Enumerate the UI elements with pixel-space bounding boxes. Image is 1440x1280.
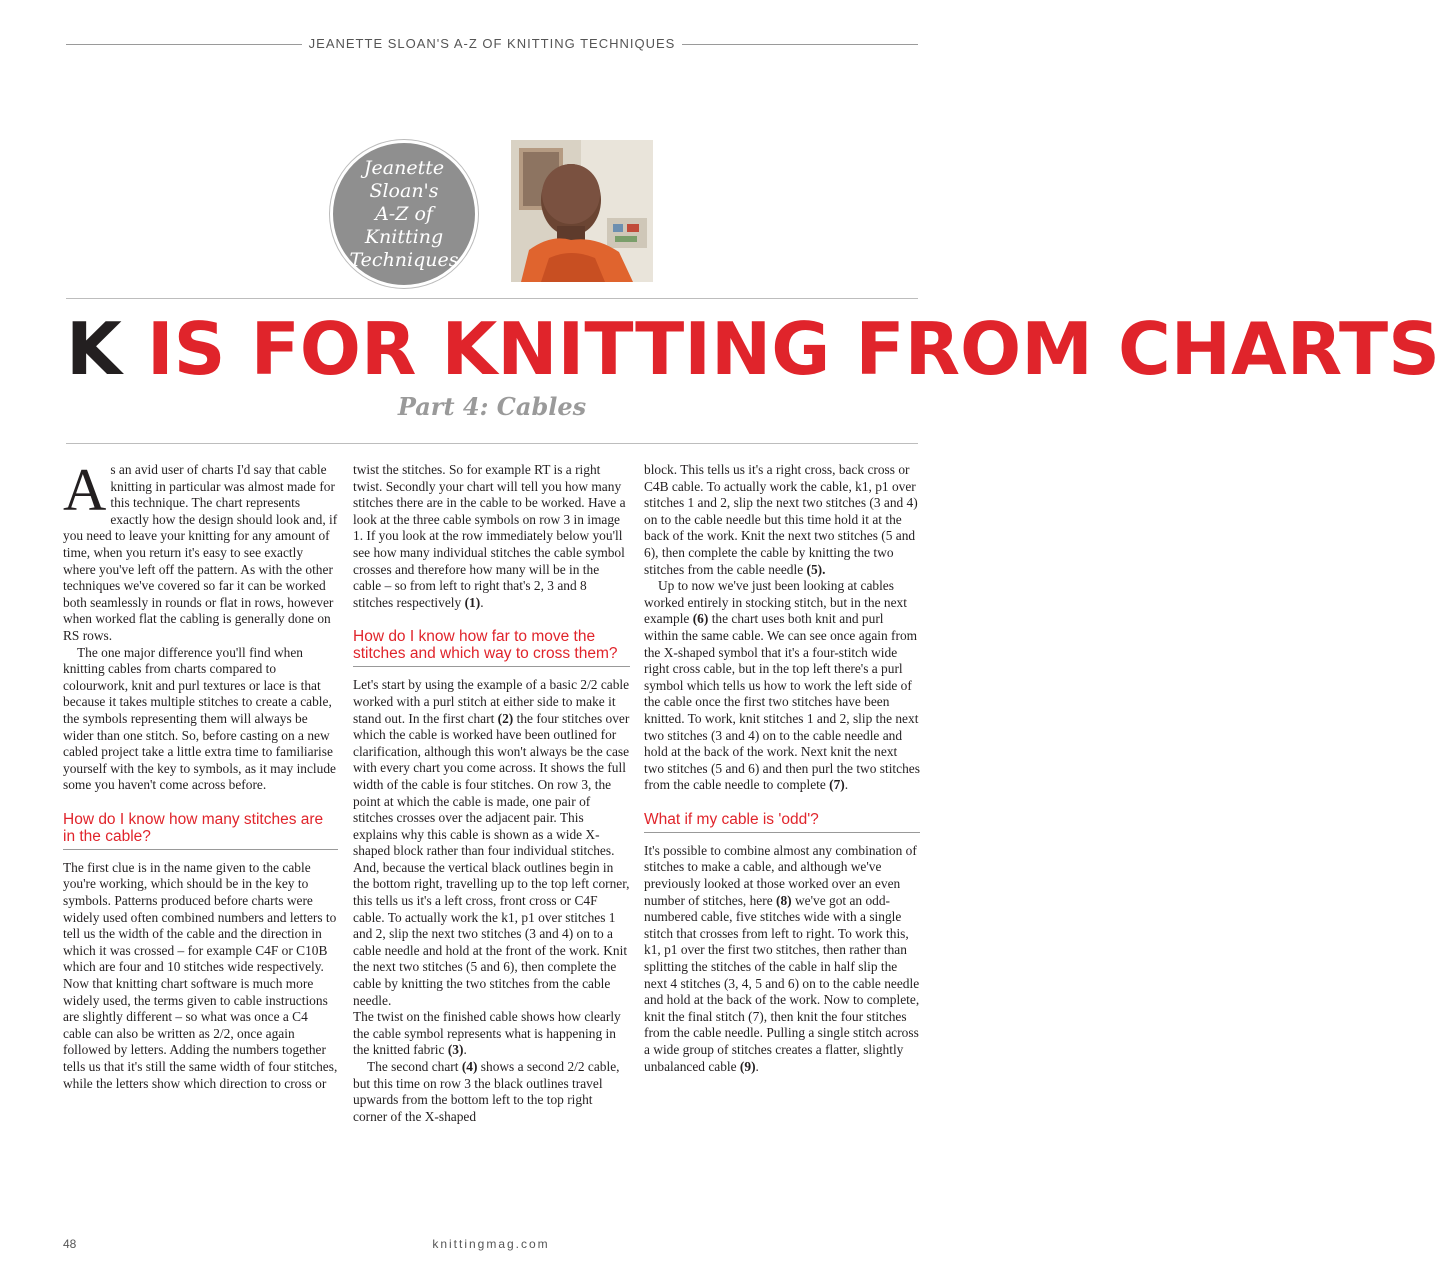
article-title <box>66 306 1440 392</box>
figure-ref: (3) <box>447 1042 464 1058</box>
paragraph-text: . <box>463 1042 467 1058</box>
paragraph <box>353 462 630 611</box>
title-rule-bottom <box>66 443 918 444</box>
paragraph-text: the chart uses both knit and purl within the same cable. We can see once again from the X-shaped symbol that it's a four-stitch wide right cross cable, but in the top left there's a purl symbol which tells us how to work the left side of the cable once the first two stitches have been knitted. To work, knit stitches 1 and 2, slip the next two stitches (3 and 4) on to the cable needle and hold at the back of the work. Next knit the next two stitches (5 and 6) and then purl the two stitches from the cable needle to complete <box>644 611 920 793</box>
series-badge <box>330 140 478 288</box>
paragraph-text: the four stitches over which the cable is worked have been outlined for clarification, although this won't always be the case with every chart you come across. It shows the full width of the cable is four stitches. On row 3, the point at which the cable is made, one pair of stitches crosses over the adjacent pair. This explains why this cable is shown as a wide X-shaped block rather than four individual stitches. And, because the vertical black outlines begin in the bottom right, travelling up to the top left corner, this tells us it's a left cross, front cross or C4F cable. To actually work the k1, p1 over stitches 1 and 2, slip the next two stitches (3 and 4) on to a cable needle and hold at the front of the work. Knit the next two stitches (5 and 6), then complete the cable by knitting the two stitches from the cable needle. <box>353 710 630 1008</box>
paragraph-text: Up to now we've just been looking at cables worked entirely in stocking stitch, but in the next example <box>644 578 907 627</box>
figure-ref: (9) <box>739 1058 756 1074</box>
badge-line: Techniques <box>349 248 459 271</box>
running-head <box>0 36 982 54</box>
paragraph <box>644 578 920 794</box>
footer-url: knittingmag.com <box>432 1237 550 1251</box>
paragraph: The first clue is in the name given to the cable you're working, which should be in the key to symbols. Patterns produced before charts were widely used often combined numbers and letters to tell us the width of the cable and the direction in which it was crossed – for example C4F or C10B which are four and 10 stitches wide respectively. Now that knitting chart software is much more widely used, the terms given to cable instructions are slightly different – so what was once a C4 cable can also be written as 2/2, once again followed by letters. Adding the numbers together tells us that it's still the same width of four stitches, while the letters show which direction to cross or <box>63 859 338 1091</box>
running-head-rule-left <box>66 44 302 45</box>
article-subtitle: Part 4: Cables <box>397 392 587 421</box>
running-head-text: JEANETTE SLOAN'S A-Z OF KNITTING TECHNIQUES <box>308 36 676 51</box>
paragraph <box>644 462 920 578</box>
running-head-rule-right <box>682 44 918 45</box>
paragraph-text: block. This tells us it's a right cross, back cross or C4B cable. To actually work the cable, k1, p1 over stitches 1 and 2, slip the next two stitches (3 and 4) on to the cable needle but this time hold it at the back of the work. Knit the next two stitches (5 and 6), then complete the cable by knitting the two stitches from the cable needle <box>644 462 918 577</box>
text-column-1 <box>63 457 338 1092</box>
paragraph-text: s an avid user of charts I'd say that cable knitting in particular was almost made for this technique. The chart represents exactly how the design should look and, if you need to leave your knitting for any amount of time, when you return it's easy to see exactly where you've left off the pattern. As with the other techniques we've covered so far it can be worked both seamlessly in rounds or flat in rows, however when worked flat the cabling is generally done on RS rows. <box>63 462 338 643</box>
text-column-2 <box>353 462 630 1125</box>
author-portrait <box>511 140 653 282</box>
paragraph: The one major difference you'll find when knitting cables from charts compared to colourwork, knit and purl textures or lace is that because it takes multiple stitches to create a cable, the symbols representing them will always be wider than one stitch. So, before casting on a new cabled project take a little extra time to familiarise yourself with the key to symbols, as it may include some you haven't come across before. <box>63 644 336 793</box>
paragraph <box>353 677 630 1009</box>
paragraph-text: shows a second 2/2 cable, but this time on row 3 the black outlines travel upwards from the bottom left to the top right corner of the X-shaped <box>353 1059 620 1124</box>
paragraph-text: It's possible to combine almost any combination of stitches to make a cable, and although we've previously looked at those worked over an even number of stitches, here <box>644 842 917 908</box>
paragraph <box>63 457 338 645</box>
figure-ref: (8) <box>776 892 792 908</box>
section-heading: How do I know how many stitches are in the cable? <box>63 811 338 850</box>
paragraph-text: . <box>755 1058 759 1074</box>
paragraph-text: . <box>844 777 849 793</box>
badge-line: Sloan's <box>369 179 439 202</box>
figure-ref: (7) <box>829 777 845 793</box>
paragraph-text: we've got an odd-numbered cable, five stitches wide with a single stitch that crosses from left to right. To work this, k1, p1 over the first two stitches, then rather than splitting the stitches of the cable in half slip the next 4 stitches (3, 4, 5 and 6) on to the cable needle and hold at the back of the work. Now to complete, knit the final stitch (7), then knit the four stitches from the cable needle. Pulling a single stitch across a wide group of stitches creates a flatter, slightly unbalanced cable <box>644 892 920 1074</box>
title-letter: K <box>66 307 122 391</box>
figure-ref: (1) <box>464 594 481 610</box>
author-portrait-image <box>511 140 653 282</box>
section-heading: How do I know how far to move the stitches and which way to cross them? <box>353 628 630 667</box>
text-column-3 <box>644 462 920 1075</box>
paragraph <box>353 1009 630 1059</box>
title-text: IS FOR KNITTING FROM CHARTS <box>121 307 1440 391</box>
drop-cap: A <box>63 457 107 523</box>
paragraph-text: . <box>480 594 484 610</box>
paragraph <box>644 843 920 1075</box>
badge-line: Jeanette <box>363 156 445 179</box>
figure-ref: (2) <box>497 710 514 726</box>
paragraph-text: twist the stitches. So for example RT is a right twist. Secondly your chart will tell you how many stitches there are in the cable to be worked. Have a look at the three cable symbols on row 3 in image 1. If you look at the row immediately below you'll see how many individual stitches the cable symbol crosses and therefore how many will be in the cable – so from left to right that's 2, 3 and 8 stitches respectively <box>353 462 626 610</box>
paragraph <box>353 1059 630 1125</box>
page-number: 48 <box>63 1237 77 1251</box>
title-rule-top <box>66 298 918 299</box>
figure-ref: (5). <box>806 561 826 577</box>
figure-ref: (6) <box>692 611 709 627</box>
paragraph-text: The second chart <box>367 1059 462 1074</box>
figure-ref: (4) <box>461 1059 478 1074</box>
badge-line: A-Z of Knitting <box>364 202 444 248</box>
section-heading: What if my cable is 'odd'? <box>644 811 920 833</box>
paragraph-text: Let's start by using the example of a basic 2/2 cable worked with a purl stitch at either side to make it stand out. In the first chart <box>353 677 630 726</box>
paragraph-text: The twist on the finished cable shows how clearly the cable symbol represents what is happening in the knitted fabric <box>353 1009 621 1058</box>
